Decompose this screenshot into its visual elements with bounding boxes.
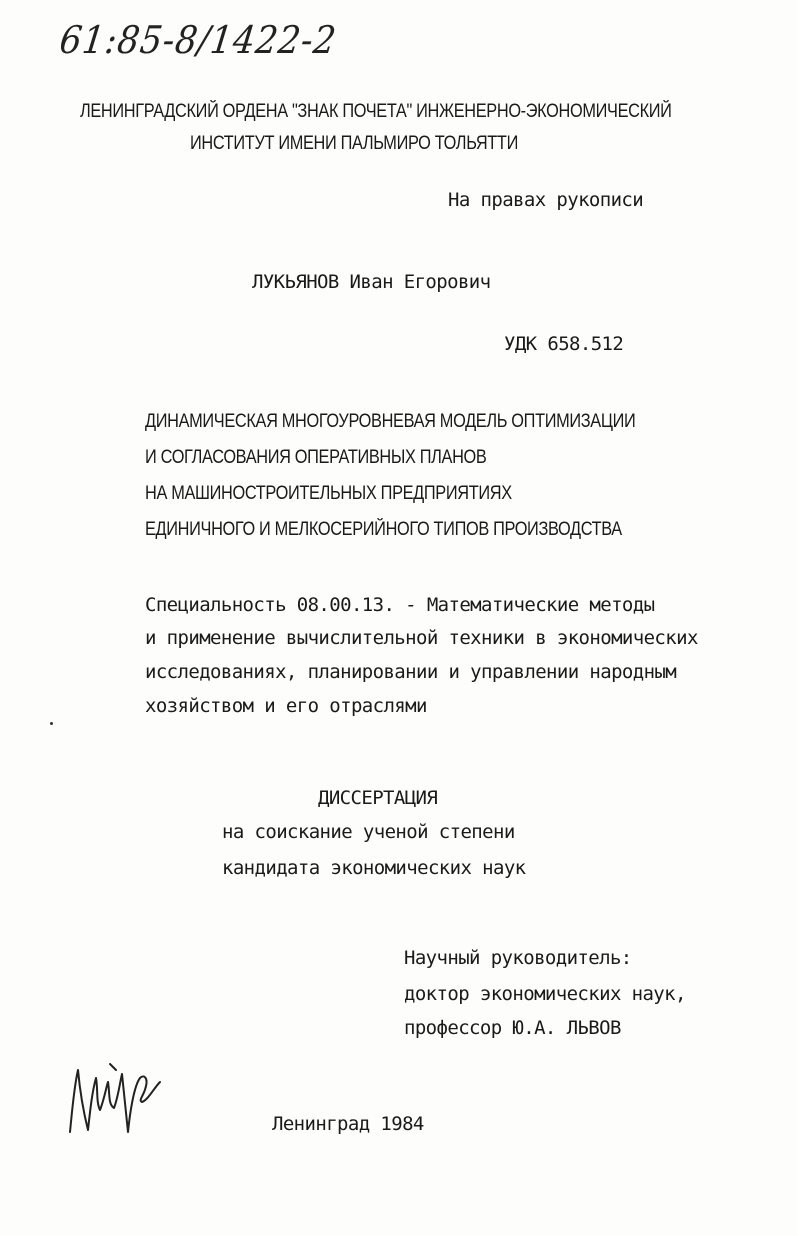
title-line-2: И СОГЛАСОВАНИЯ ОПЕРАТИВНЫХ ПЛАНОВ	[145, 447, 487, 468]
footer-city-year: Ленинград 1984	[272, 1113, 424, 1135]
title-line-3: НА МАШИНОСТРОИТЕЛЬНЫХ ПРЕДПРИЯТИЯХ	[145, 483, 512, 504]
title-line-1: ДИНАМИЧЕСКАЯ МНОГОУРОВНЕВАЯ МОДЕЛЬ ОПТИМИЗАЦИИ	[145, 411, 636, 432]
specialty-line-2: и применение вычислительной техники в экономических	[145, 627, 698, 649]
author-name: ЛУКЬЯНОВ Иван Егорович	[252, 271, 491, 293]
manuscript-note: На правах рукописи	[448, 189, 644, 211]
archive-number: 61:85-8/1422-2	[57, 18, 340, 62]
institute-line-2: ИНСТИТУТ ИМЕНИ ПАЛЬМИРО ТОЛЬЯТТИ	[190, 133, 518, 154]
title-line-4: ЕДИНИЧНОГО И МЕЛКОСЕРИЙНОГО ТИПОВ ПРОИЗВОДСТВА	[145, 519, 622, 540]
supervisor-degree: доктор экономических наук,	[404, 983, 686, 1005]
udc-code: УДК 658.512	[504, 333, 624, 355]
specialty-line-1: Специальность 08.00.13. - Математические методы	[145, 594, 655, 616]
dissertation-line-2: кандидата экономических наук	[222, 857, 526, 879]
margin-dot	[50, 722, 53, 725]
supervisor-name: профессор Ю.А. ЛЬВОВ	[404, 1017, 621, 1039]
institute-line-1: ЛЕНИНГРАДСКИЙ ОРДЕНА "ЗНАК ПОЧЕТА" ИНЖЕНЕРНО-ЭКОНОМИЧЕСКИЙ	[80, 101, 672, 122]
dissertation-heading: ДИССЕРТАЦИЯ	[318, 787, 438, 809]
supervisor-label: Научный руководитель:	[404, 947, 632, 969]
dissertation-line-1: на соискание ученой степени	[222, 821, 515, 843]
specialty-line-3: исследованиях, планировании и управлении народным	[145, 661, 677, 683]
signature-icon	[62, 1052, 182, 1142]
specialty-line-4: хозяйством и его отраслями	[145, 695, 427, 717]
